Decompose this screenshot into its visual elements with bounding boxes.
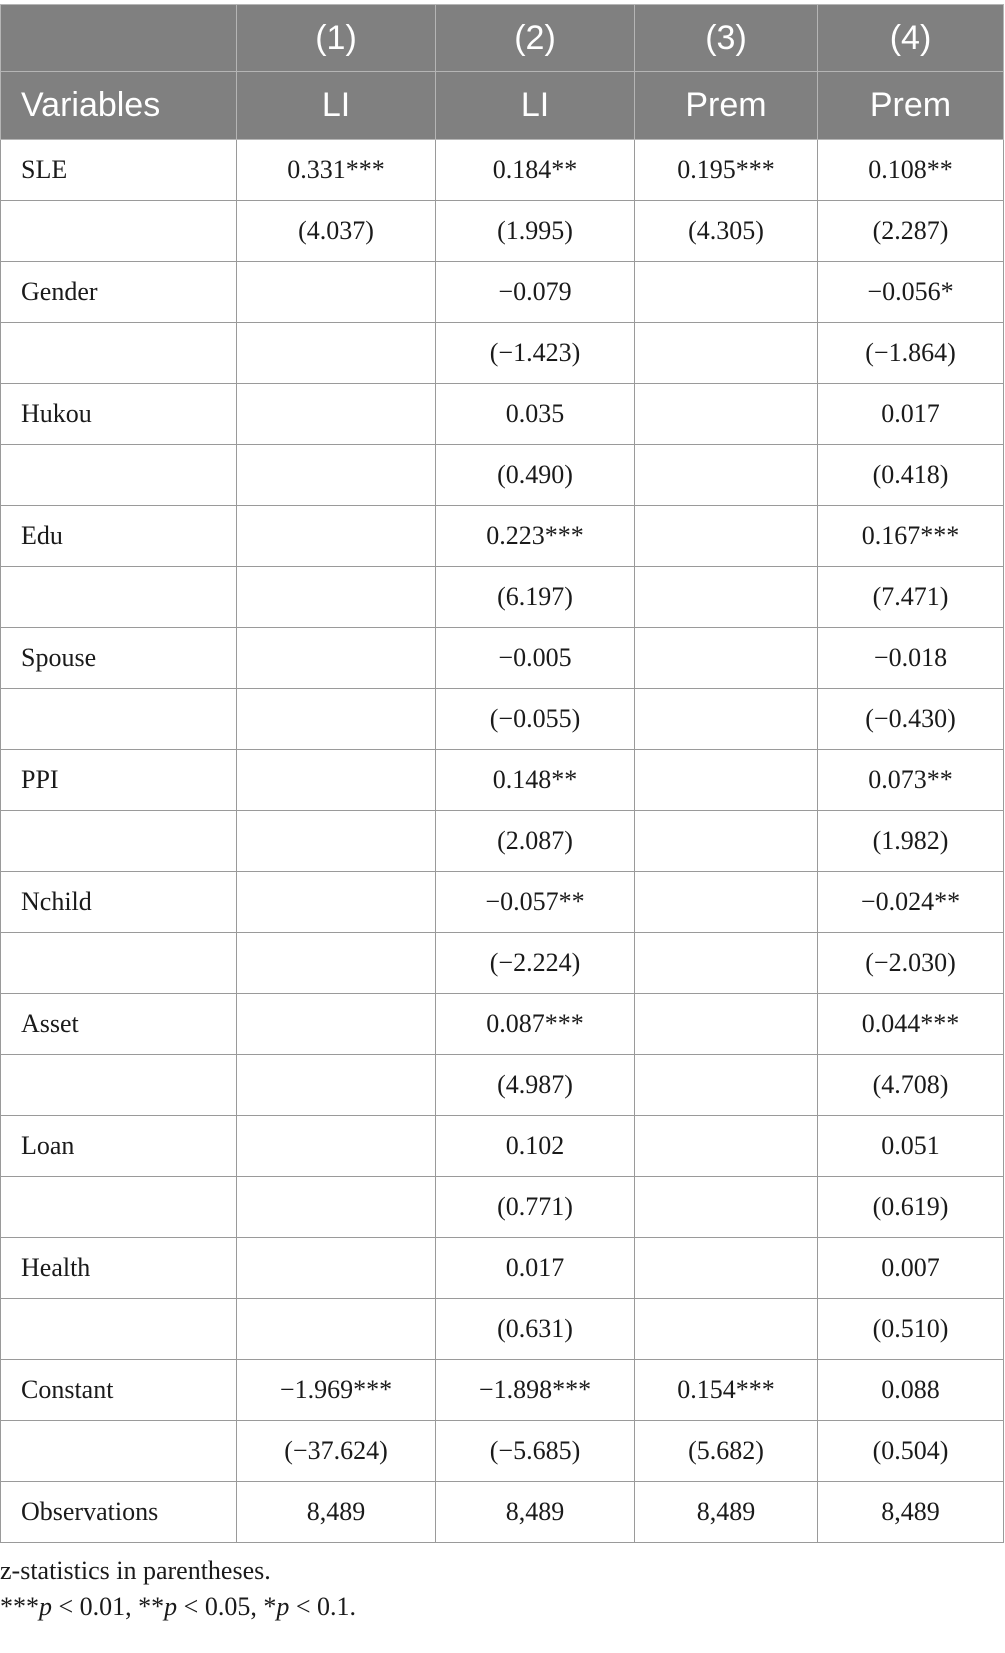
table-row bbox=[1, 1482, 1004, 1543]
table-notes bbox=[0, 1553, 1003, 1625]
variable-cell bbox=[1, 323, 237, 384]
value-cell: 0.017 bbox=[818, 384, 1004, 445]
value-cell: (4.037) bbox=[237, 201, 436, 262]
value-cell: 0.102 bbox=[436, 1116, 635, 1177]
value-cell: 8,489 bbox=[436, 1482, 635, 1543]
value-cell bbox=[635, 933, 818, 994]
value-cell: 0.154*** bbox=[635, 1360, 818, 1421]
header-cell: (4) bbox=[818, 5, 1004, 72]
value-cell bbox=[635, 445, 818, 506]
value-cell bbox=[237, 1177, 436, 1238]
header-row-variables bbox=[1, 72, 1004, 140]
value-cell: (−1.423) bbox=[436, 323, 635, 384]
header-cell: (3) bbox=[635, 5, 818, 72]
value-cell bbox=[635, 872, 818, 933]
value-cell bbox=[237, 628, 436, 689]
value-cell bbox=[635, 1116, 818, 1177]
value-cell: −0.056* bbox=[818, 262, 1004, 323]
value-cell bbox=[635, 1299, 818, 1360]
value-cell bbox=[237, 1238, 436, 1299]
table-row bbox=[1, 1177, 1004, 1238]
note-part: < 0.1. bbox=[289, 1592, 357, 1621]
value-cell: 0.167*** bbox=[818, 506, 1004, 567]
value-cell: 0.088 bbox=[818, 1360, 1004, 1421]
variable-cell bbox=[1, 811, 237, 872]
variable-cell bbox=[1, 1177, 237, 1238]
value-cell: (−37.624) bbox=[237, 1421, 436, 1482]
variable-cell: Hukou bbox=[1, 384, 237, 445]
header-cell: Variables bbox=[1, 72, 237, 140]
value-cell: (0.619) bbox=[818, 1177, 1004, 1238]
value-cell bbox=[635, 262, 818, 323]
value-cell bbox=[237, 872, 436, 933]
value-cell: (0.490) bbox=[436, 445, 635, 506]
value-cell: −1.969*** bbox=[237, 1360, 436, 1421]
variable-cell: Observations bbox=[1, 1482, 237, 1543]
value-cell bbox=[237, 689, 436, 750]
variable-cell: Edu bbox=[1, 506, 237, 567]
table-row bbox=[1, 628, 1004, 689]
header-cell bbox=[1, 5, 237, 72]
variable-cell bbox=[1, 1299, 237, 1360]
table-row bbox=[1, 384, 1004, 445]
header-cell: (2) bbox=[436, 5, 635, 72]
value-cell: −0.018 bbox=[818, 628, 1004, 689]
value-cell: 0.195*** bbox=[635, 140, 818, 201]
regression-table-container bbox=[0, 4, 1003, 1625]
value-cell: (−2.224) bbox=[436, 933, 635, 994]
table-row bbox=[1, 933, 1004, 994]
header-cell: Prem bbox=[635, 72, 818, 140]
table-row bbox=[1, 994, 1004, 1055]
table-row bbox=[1, 811, 1004, 872]
value-cell bbox=[237, 323, 436, 384]
value-cell: (−5.685) bbox=[436, 1421, 635, 1482]
value-cell bbox=[237, 567, 436, 628]
header-cell: Prem bbox=[818, 72, 1004, 140]
value-cell bbox=[635, 1055, 818, 1116]
table-row bbox=[1, 689, 1004, 750]
header-cell: (1) bbox=[237, 5, 436, 72]
table-row bbox=[1, 506, 1004, 567]
value-cell: 0.223*** bbox=[436, 506, 635, 567]
value-cell bbox=[237, 384, 436, 445]
value-cell: 0.007 bbox=[818, 1238, 1004, 1299]
value-cell: (0.771) bbox=[436, 1177, 635, 1238]
value-cell bbox=[635, 750, 818, 811]
table-row bbox=[1, 1116, 1004, 1177]
value-cell bbox=[635, 506, 818, 567]
value-cell: 0.184** bbox=[436, 140, 635, 201]
value-cell bbox=[237, 811, 436, 872]
value-cell: (1.982) bbox=[818, 811, 1004, 872]
value-cell: (4.305) bbox=[635, 201, 818, 262]
variable-cell bbox=[1, 567, 237, 628]
table-row bbox=[1, 201, 1004, 262]
value-cell: (7.471) bbox=[818, 567, 1004, 628]
value-cell: 0.087*** bbox=[436, 994, 635, 1055]
value-cell bbox=[237, 262, 436, 323]
value-cell: −0.079 bbox=[436, 262, 635, 323]
table-row bbox=[1, 750, 1004, 811]
variable-cell bbox=[1, 445, 237, 506]
table-row bbox=[1, 445, 1004, 506]
variable-cell bbox=[1, 689, 237, 750]
value-cell: (0.510) bbox=[818, 1299, 1004, 1360]
header-row-model-numbers bbox=[1, 5, 1004, 72]
value-cell bbox=[635, 628, 818, 689]
value-cell bbox=[635, 689, 818, 750]
variable-cell: Asset bbox=[1, 994, 237, 1055]
value-cell bbox=[237, 994, 436, 1055]
value-cell: (1.995) bbox=[436, 201, 635, 262]
variable-cell: Constant bbox=[1, 1360, 237, 1421]
value-cell bbox=[237, 506, 436, 567]
table-row bbox=[1, 323, 1004, 384]
value-cell bbox=[237, 1299, 436, 1360]
value-cell: (0.504) bbox=[818, 1421, 1004, 1482]
variable-cell bbox=[1, 1421, 237, 1482]
value-cell: 0.051 bbox=[818, 1116, 1004, 1177]
variable-cell: Nchild bbox=[1, 872, 237, 933]
note-part: p bbox=[164, 1592, 178, 1621]
value-cell: −0.024** bbox=[818, 872, 1004, 933]
header-cell: LI bbox=[237, 72, 436, 140]
note-part: < 0.05, * bbox=[177, 1592, 277, 1621]
value-cell: −0.057** bbox=[436, 872, 635, 933]
regression-table bbox=[0, 4, 1004, 1543]
variable-cell: Health bbox=[1, 1238, 237, 1299]
header-cell: LI bbox=[436, 72, 635, 140]
table-body bbox=[1, 140, 1004, 1543]
value-cell bbox=[635, 567, 818, 628]
value-cell: 0.073** bbox=[818, 750, 1004, 811]
variable-cell: Loan bbox=[1, 1116, 237, 1177]
value-cell: −1.898*** bbox=[436, 1360, 635, 1421]
value-cell: 0.017 bbox=[436, 1238, 635, 1299]
variable-cell bbox=[1, 201, 237, 262]
variable-cell bbox=[1, 1055, 237, 1116]
value-cell: (−0.055) bbox=[436, 689, 635, 750]
variable-cell bbox=[1, 933, 237, 994]
value-cell bbox=[635, 1177, 818, 1238]
value-cell: (−0.430) bbox=[818, 689, 1004, 750]
value-cell: (2.287) bbox=[818, 201, 1004, 262]
value-cell bbox=[237, 1116, 436, 1177]
table-header bbox=[1, 5, 1004, 140]
variable-cell: Spouse bbox=[1, 628, 237, 689]
value-cell bbox=[635, 323, 818, 384]
note-part: *** bbox=[0, 1592, 39, 1621]
value-cell: (0.418) bbox=[818, 445, 1004, 506]
value-cell: 0.044*** bbox=[818, 994, 1004, 1055]
variable-cell: Gender bbox=[1, 262, 237, 323]
value-cell: (−1.864) bbox=[818, 323, 1004, 384]
value-cell: 8,489 bbox=[635, 1482, 818, 1543]
value-cell: 0.331*** bbox=[237, 140, 436, 201]
value-cell: 0.108** bbox=[818, 140, 1004, 201]
value-cell: (0.631) bbox=[436, 1299, 635, 1360]
table-row bbox=[1, 262, 1004, 323]
value-cell bbox=[237, 933, 436, 994]
value-cell: −0.005 bbox=[436, 628, 635, 689]
notes-line-2 bbox=[0, 1589, 1003, 1625]
note-part: < 0.01, ** bbox=[52, 1592, 165, 1621]
value-cell: 0.035 bbox=[436, 384, 635, 445]
value-cell bbox=[237, 445, 436, 506]
value-cell bbox=[635, 994, 818, 1055]
notes-line-1: z-statistics in parentheses. bbox=[0, 1556, 271, 1585]
table-row bbox=[1, 567, 1004, 628]
value-cell: (5.682) bbox=[635, 1421, 818, 1482]
table-row bbox=[1, 1238, 1004, 1299]
value-cell: (6.197) bbox=[436, 567, 635, 628]
value-cell: (4.987) bbox=[436, 1055, 635, 1116]
note-part: p bbox=[39, 1592, 52, 1621]
table-row bbox=[1, 1299, 1004, 1360]
value-cell: (−2.030) bbox=[818, 933, 1004, 994]
value-cell: 8,489 bbox=[818, 1482, 1004, 1543]
table-row bbox=[1, 140, 1004, 201]
table-row bbox=[1, 872, 1004, 933]
value-cell bbox=[237, 1055, 436, 1116]
table-row bbox=[1, 1421, 1004, 1482]
table-row bbox=[1, 1055, 1004, 1116]
value-cell: (4.708) bbox=[818, 1055, 1004, 1116]
value-cell: 0.148** bbox=[436, 750, 635, 811]
value-cell bbox=[237, 750, 436, 811]
value-cell bbox=[635, 1238, 818, 1299]
value-cell bbox=[635, 384, 818, 445]
value-cell: (2.087) bbox=[436, 811, 635, 872]
table-row bbox=[1, 1360, 1004, 1421]
variable-cell: SLE bbox=[1, 140, 237, 201]
value-cell: 8,489 bbox=[237, 1482, 436, 1543]
variable-cell: PPI bbox=[1, 750, 237, 811]
value-cell bbox=[635, 811, 818, 872]
note-part: p bbox=[276, 1592, 290, 1621]
